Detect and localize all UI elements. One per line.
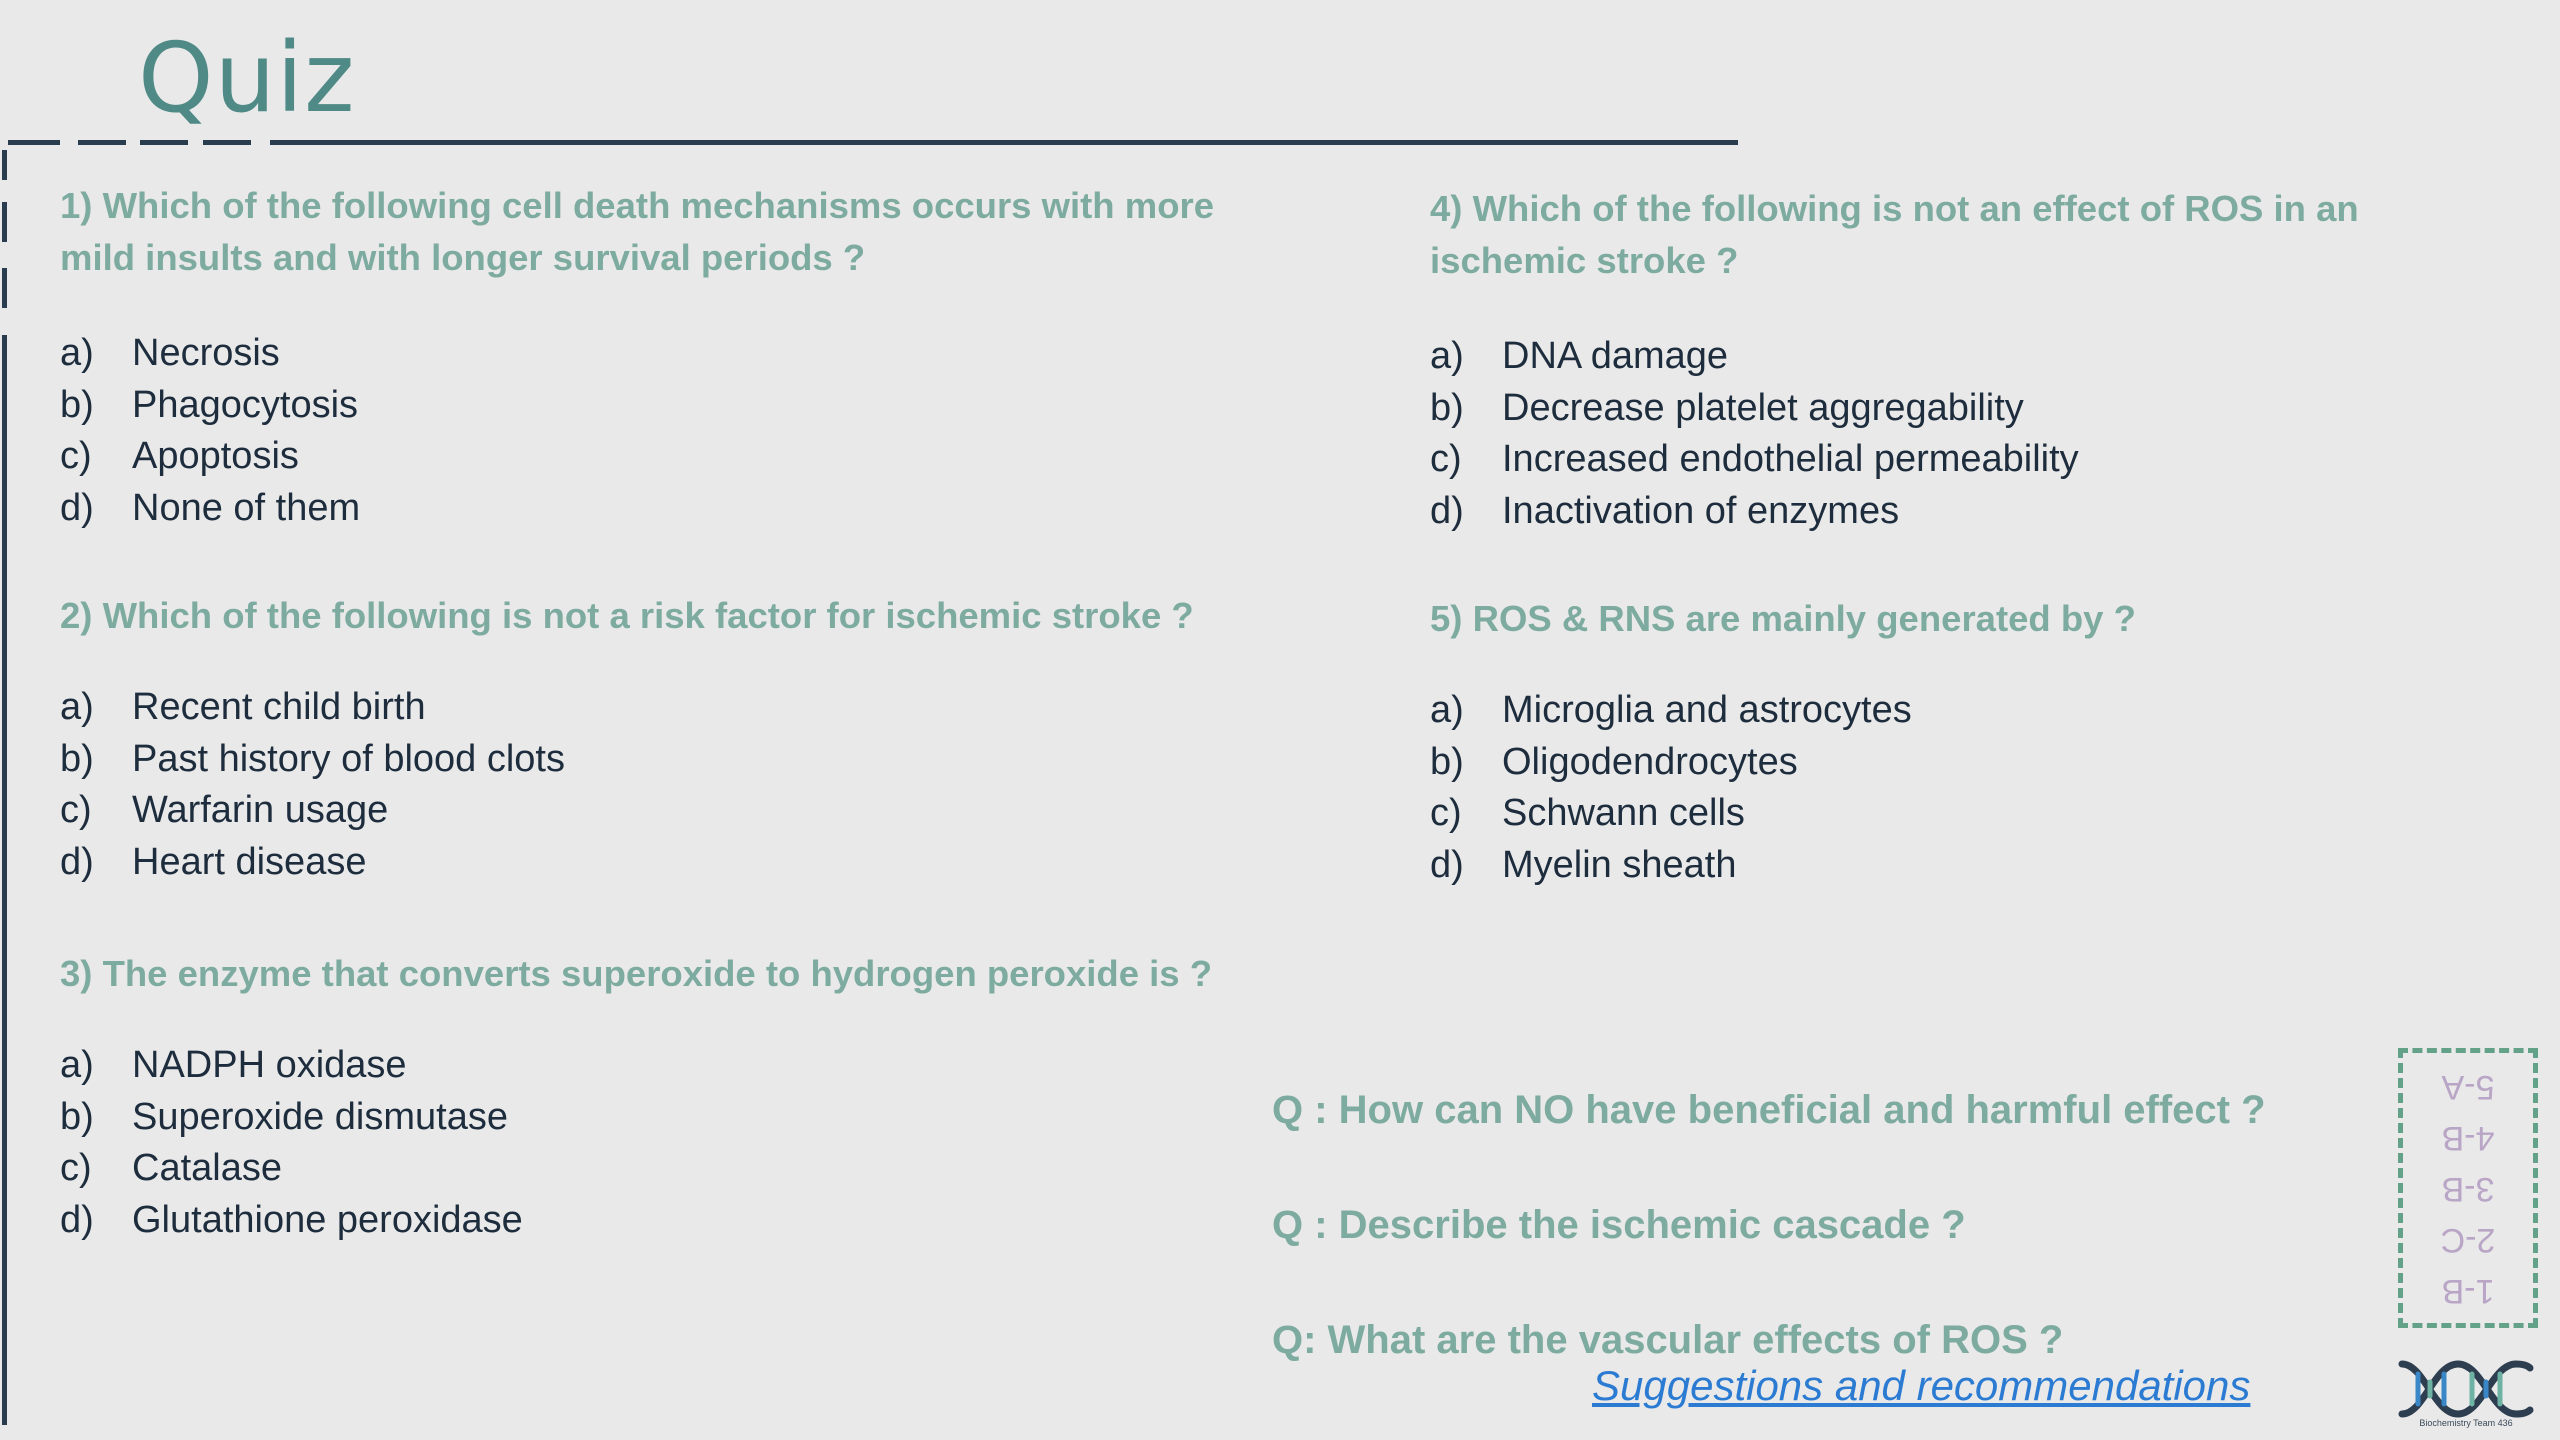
question-text: 1) Which of the following cell death mechanisms occurs with more mild insults and with longer survival periods ? bbox=[60, 185, 1214, 278]
answer-item: 4-B bbox=[2441, 1119, 2495, 1157]
option-item bbox=[1430, 737, 2430, 789]
question-block-2 bbox=[60, 590, 1360, 888]
option-text: Heart disease bbox=[132, 840, 367, 883]
option-text: Decrease platelet aggregability bbox=[1502, 386, 2024, 429]
option-letter: b) bbox=[1430, 740, 1464, 783]
question-block-1 bbox=[60, 180, 1260, 534]
logo-caption: Biochemistry Team 436 bbox=[2419, 1418, 2513, 1428]
question-text: 4) Which of the following is not an effect of ROS in an ischemic stroke ? bbox=[1430, 188, 2359, 281]
option-letter: a) bbox=[60, 332, 94, 374]
answer-item: 1-B bbox=[2441, 1272, 2495, 1310]
option-letter: c) bbox=[60, 789, 92, 831]
open-question-3: Q: What are the vascular effects of ROS ? bbox=[1272, 1318, 2064, 1362]
option-text: Oligodendrocytes bbox=[1502, 740, 1798, 783]
option-letter: d) bbox=[60, 486, 94, 529]
option-text: DNA damage bbox=[1502, 335, 1729, 377]
option-item bbox=[60, 1143, 1360, 1195]
open-question-2: Q : Describe the ischemic cascade ? bbox=[1272, 1203, 1966, 1247]
option-letter: c) bbox=[60, 435, 92, 477]
option-text: Superoxide dismutase bbox=[132, 1095, 508, 1138]
option-list bbox=[1430, 685, 2430, 891]
option-text: Increased endothelial permeability bbox=[1502, 438, 2079, 480]
option-item bbox=[60, 785, 1360, 837]
option-letter: b) bbox=[60, 1095, 94, 1138]
option-item bbox=[1430, 486, 2430, 538]
option-text: Glutathione peroxidase bbox=[132, 1198, 523, 1241]
question-block-5 bbox=[1430, 593, 2430, 891]
option-item bbox=[60, 483, 1260, 535]
option-item bbox=[1430, 788, 2430, 840]
question-text: 2) Which of the following is not a risk factor for ischemic stroke ? bbox=[60, 595, 1194, 636]
option-item bbox=[60, 682, 1360, 734]
option-letter: a) bbox=[60, 1044, 94, 1086]
option-item bbox=[60, 1195, 1360, 1247]
option-letter: d) bbox=[1430, 843, 1464, 886]
option-list bbox=[60, 328, 1260, 534]
question-block-4 bbox=[1430, 183, 2430, 537]
option-text: Recent child birth bbox=[132, 686, 426, 728]
option-text: Apoptosis bbox=[132, 435, 299, 477]
option-letter: c) bbox=[1430, 438, 1462, 480]
answer-item: 3-B bbox=[2441, 1170, 2495, 1208]
option-item bbox=[60, 1092, 1360, 1144]
option-item bbox=[60, 380, 1260, 432]
option-letter: b) bbox=[60, 737, 94, 780]
option-letter: b) bbox=[1430, 386, 1464, 429]
question-text: 3) The enzyme that converts superoxide to hydrogen peroxide is ? bbox=[60, 953, 1213, 994]
suggestions-link[interactable]: Suggestions and recommendations bbox=[1592, 1362, 2251, 1409]
option-text: None of them bbox=[132, 486, 361, 529]
option-letter: c) bbox=[60, 1147, 92, 1189]
option-text: Warfarin usage bbox=[132, 789, 389, 831]
option-letter: a) bbox=[1430, 335, 1464, 377]
option-text: Myelin sheath bbox=[1502, 843, 1737, 886]
answer-item: 2-C bbox=[2440, 1221, 2496, 1259]
option-letter: a) bbox=[1430, 689, 1464, 731]
option-letter: a) bbox=[60, 686, 94, 728]
question-block-3 bbox=[60, 948, 1360, 1246]
option-text: Past history of blood clots bbox=[132, 737, 565, 780]
open-question-1: Q : How can NO have beneficial and harmful effect ? bbox=[1272, 1088, 2266, 1132]
option-list bbox=[60, 682, 1360, 888]
option-list bbox=[1430, 331, 2430, 537]
option-item bbox=[1430, 331, 2430, 383]
option-letter: d) bbox=[60, 840, 94, 883]
option-list bbox=[60, 1040, 1360, 1246]
option-letter: b) bbox=[60, 383, 94, 426]
option-item bbox=[60, 734, 1360, 786]
option-letter: d) bbox=[60, 1198, 94, 1241]
option-text: Schwann cells bbox=[1502, 792, 1745, 834]
option-item bbox=[1430, 434, 2430, 486]
option-item bbox=[60, 837, 1360, 889]
option-item bbox=[1430, 685, 2430, 737]
option-item bbox=[1430, 383, 2430, 435]
option-text: Phagocytosis bbox=[132, 383, 359, 426]
question-text: 5) ROS & RNS are mainly generated by ? bbox=[1430, 598, 2136, 639]
left-divider bbox=[2, 150, 7, 1425]
option-text: Inactivation of enzymes bbox=[1502, 489, 1900, 532]
option-letter: d) bbox=[1430, 489, 1464, 532]
option-item bbox=[60, 431, 1260, 483]
option-text: NADPH oxidase bbox=[132, 1044, 407, 1086]
option-text: Catalase bbox=[132, 1147, 282, 1189]
option-item bbox=[60, 1040, 1360, 1092]
slide-title: Quiz bbox=[138, 22, 356, 134]
option-item bbox=[1430, 840, 2430, 892]
option-text: Microglia and astrocytes bbox=[1502, 689, 1912, 731]
option-text: Necrosis bbox=[132, 332, 280, 374]
answer-key bbox=[2398, 1048, 2538, 1328]
option-item bbox=[60, 328, 1260, 380]
option-letter: c) bbox=[1430, 792, 1462, 834]
answer-item: 5-A bbox=[2441, 1068, 2495, 1106]
